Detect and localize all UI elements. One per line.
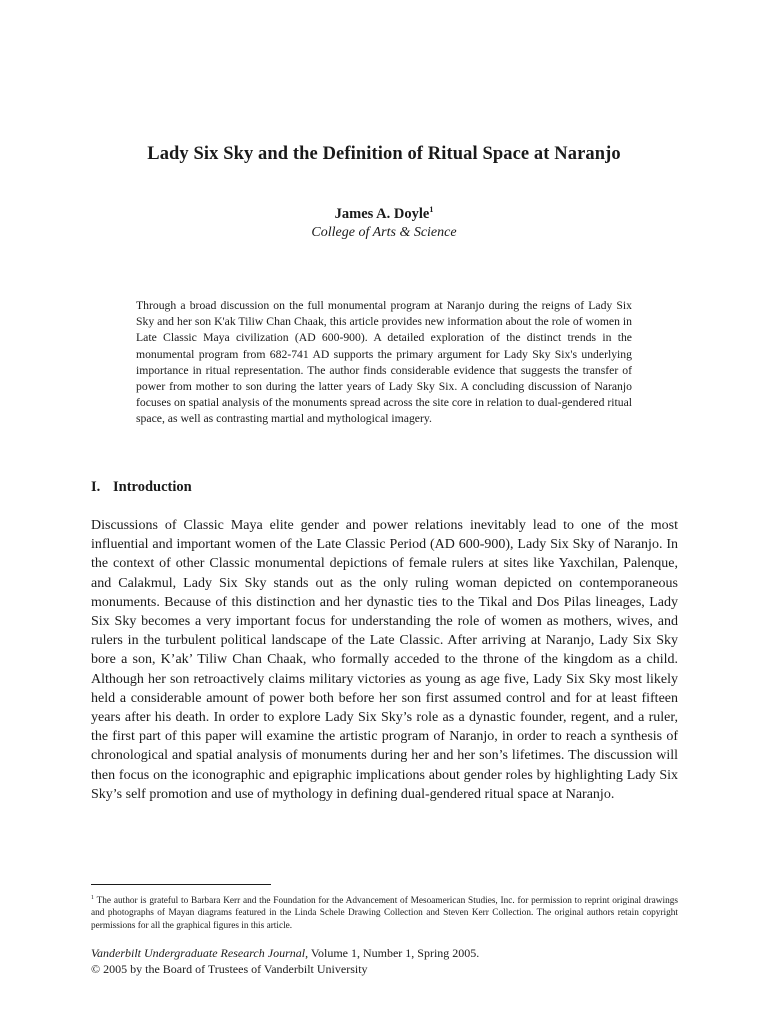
author-name: James A. Doyle — [334, 206, 430, 222]
footnote — [91, 892, 678, 932]
journal-name: Vanderbilt Undergraduate Research Journal — [91, 946, 306, 960]
section-title: Introduction — [113, 479, 192, 495]
section-heading — [91, 479, 192, 496]
paper-title: Lady Six Sky and the Definition of Ritual Space at Naranjo — [147, 144, 621, 164]
body-paragraph: Discussions of Classic Maya elite gender and power relations inevitably lead to one of the most influential and important women of the Late Classic Period (AD 600-900), Lady Six Sky of Naranjo. In the context of other Classic monumental depictions of female rulers at sites like Yaxchilan, Palenque, and Calakmul, Lady Six Sky stands out as the only ruling woman depicted on contemporaneous monuments. Because of this distinction and her dynastic ties to the Tikal and Dos Pilas lineages, Lady Six Sky becomes a very important focus for understanding the role of women as mothers, wives, and rulers in the turbulent political landscape of the Late Classic. After arriving at Naranjo, Lady Six Sky bore a son, K’ak’ Tiliw Chan Chaak, who formally acceded to the throne of the kingdom as a child. Although her son retroactively claims military victories as young as age five, Lady Six Sky most likely held a considerable amount of power both before her son first assumed control and for at least fifteen years after his death. In order to explore Lady Six Sky’s role as a dynastic founder, regent, and a ruler, the first part of this paper will examine the artistic program of Naranjo, in order to reach a synthesis of chronological and spatial analysis of monuments during her and her son’s lifetimes. The discussion will then focus on the iconographic and epigraphic implications about gender roles by highlighting Lady Six Sky’s self promotion and use of mythology in defining dual-gendered ritual space at Naranjo. — [91, 518, 678, 802]
author-affiliation: College of Arts & Science — [311, 225, 457, 240]
author-footnote-mark: 1 — [429, 205, 434, 214]
journal-details: , Volume 1, Number 1, Spring 2005. — [305, 946, 480, 960]
footnote-mark: 1 — [91, 895, 94, 901]
footnote-divider — [91, 884, 271, 885]
section-number: I. — [91, 479, 101, 495]
footnote-text: The author is grateful to Barbara Kerr and the Foundation for the Advancement of Mesoamerican Studies, Inc. for permission to reprint original drawings and photographs of Mayan diagrams featured in the Linda Schele Drawing Collection and Steven Kerr Collection. The original authors retain copyright permissions for all the graphical figures in this article. — [91, 896, 678, 931]
journal-citation — [91, 946, 678, 960]
author-line — [0, 205, 768, 223]
copyright-notice: © 2005 by the Board of Trustees of Vanderbilt University — [91, 962, 368, 976]
abstract: Through a broad discussion on the full monumental program at Naranjo during the reigns of Lady Six Sky and her son K'ak Tiliw Chan Chaak, this article provides new information about the role of women in Late Classic Maya civilization (AD 600-900). A detailed exploration of the distinct trends in the monumental program from 682-741 AD supports the primary argument for Lady Sky Six's underlying importance in ritual representation. The author finds considerable evidence that suggests the transfer of power from mother to son during the latter years of Lady Sky Six. A concluding discussion of Naranjo focuses on spatial analysis of the monuments spread across the site core in relation to dual-gendered ritual space, as well as contrasting martial and mythological imagery. — [136, 299, 632, 426]
